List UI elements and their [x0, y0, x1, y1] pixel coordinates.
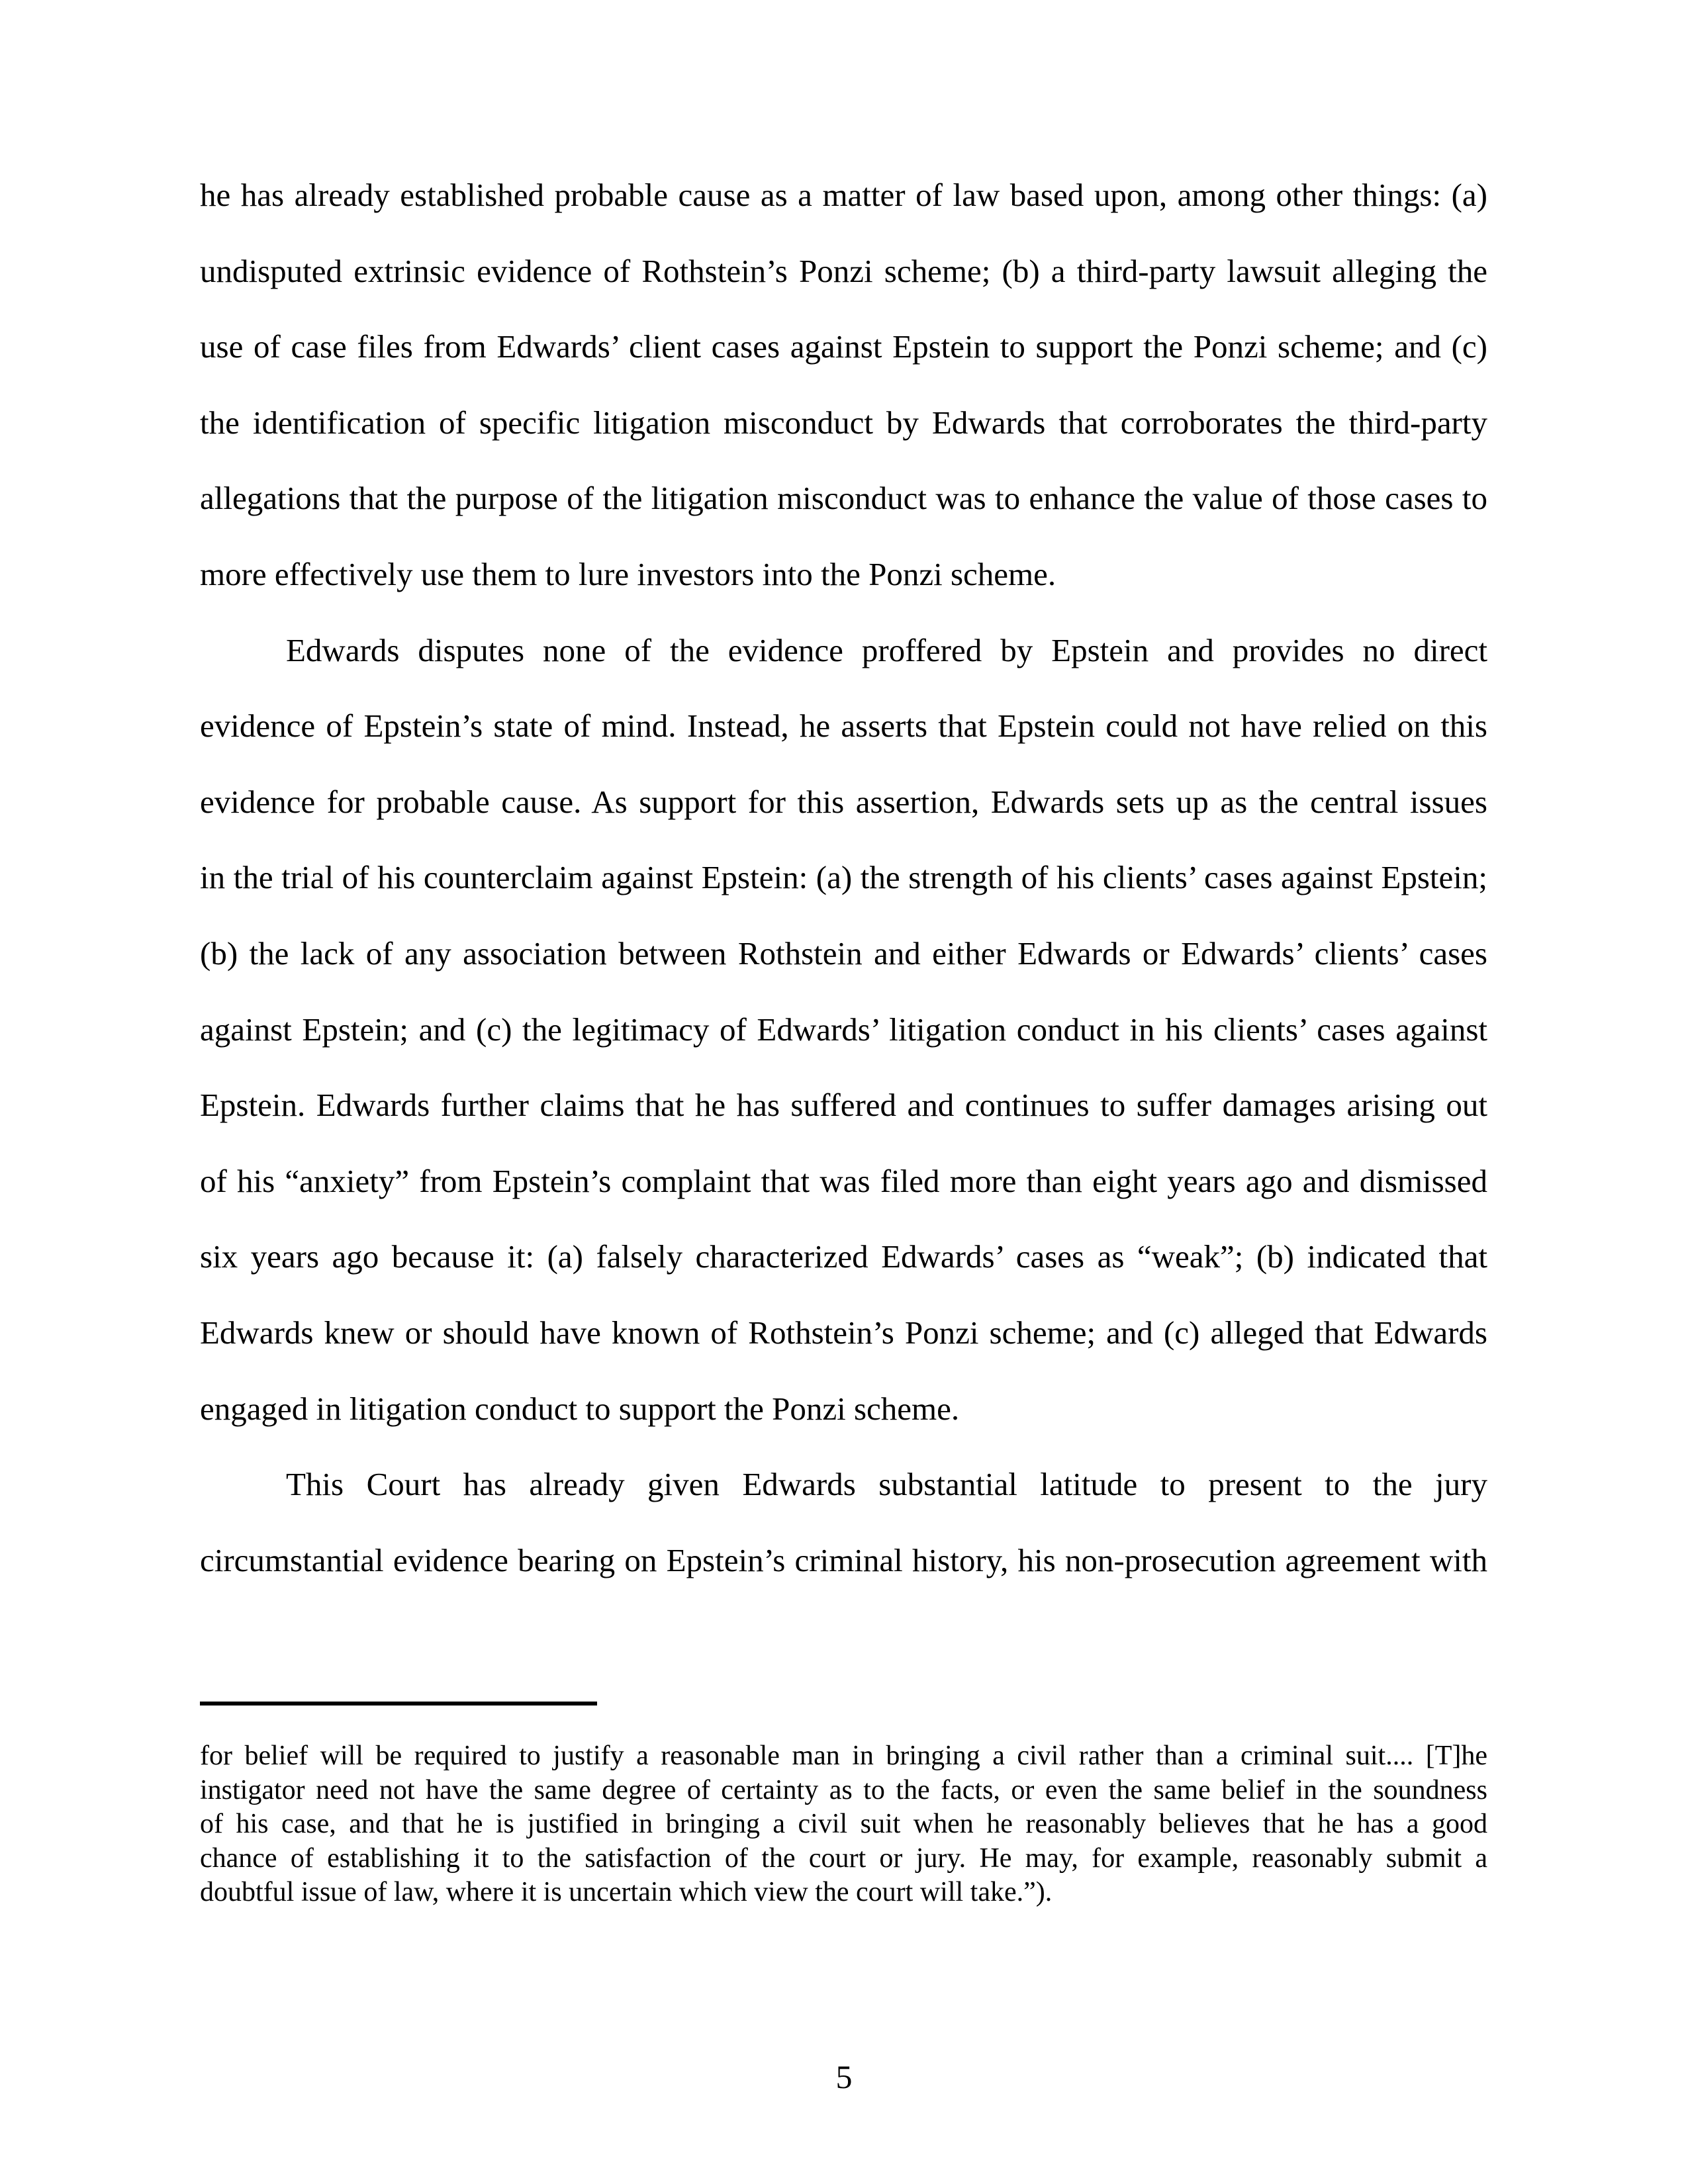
body-line: circumstantial evidence bearing on Epstein’s criminal history, his non-prosecution agreement with: [200, 1541, 1487, 1578]
footnote-line: chance of establishing it to the satisfaction of the court or jury. He may, for example, reasonably submit a: [200, 1843, 1487, 1874]
footnote-line: of his case, and that he is justified in bringing a civil suit when he reasonably believes that he has a good: [200, 1809, 1487, 1839]
footnote-line: for belief will be required to justify a reasonable man in bringing a civil rather than a criminal suit.... [T]he: [200, 1741, 1487, 1771]
body-line: allegations that the purpose of the litigation misconduct was to enhance the value of those cases to: [200, 480, 1487, 517]
body-line: the identification of specific litigation misconduct by Edwards that corroborates the third-party: [200, 404, 1487, 441]
paragraph: [200, 158, 1487, 613]
body-line: against Epstein; and (c) the legitimacy of Edwards’ litigation conduct in his clients’ cases against: [200, 1011, 1487, 1048]
paragraph: [200, 613, 1487, 1447]
body-line: in the trial of his counterclaim against Epstein: (a) the strength of his clients’ cases against Epstein;: [200, 859, 1487, 896]
body-line: Edwards disputes none of the evidence proffered by Epstein and provides no direct: [286, 631, 1487, 668]
page-number: 5: [835, 2058, 853, 2095]
body-line: use of case files from Edwards’ client cases against Epstein to support the Ponzi scheme; and (c): [200, 328, 1487, 365]
footnote-line: instigator need not have the same degree of certainty as to the facts, or even the same belief in the soundness: [200, 1774, 1487, 1805]
body-line: evidence of Epstein’s state of mind. Instead, he asserts that Epstein could not have relied on this: [200, 707, 1487, 745]
body-line: Epstein. Edwards further claims that he has suffered and continues to suffer damages arising out: [200, 1087, 1487, 1124]
body-line: he has already established probable cause as a matter of law based upon, among other things: (a): [200, 177, 1487, 213]
body-line: Edwards knew or should have known of Rothstein’s Ponzi scheme; and (c) alleged that Edwards: [200, 1314, 1487, 1351]
footnote-line: doubtful issue of law, where it is uncertain which view the court will take.”).: [200, 1877, 1053, 1907]
body-line: of his “anxiety” from Epstein’s complaint that was filed more than eight years ago and dismissed: [200, 1162, 1487, 1199]
footnote-separator: [200, 1702, 597, 1706]
paragraph: [200, 1447, 1487, 1598]
body-line: undisputed extrinsic evidence of Rothstein’s Ponzi scheme; (b) a third-party lawsuit alleging the: [200, 252, 1487, 289]
body-text: [200, 158, 1487, 1598]
footnote: [200, 1739, 1487, 1910]
body-line: (b) the lack of any association between Rothstein and either Edwards or Edwards’ clients’ cases: [200, 934, 1487, 972]
body-line: evidence for probable cause. As support for this assertion, Edwards sets up as the central issues: [200, 783, 1487, 820]
body-line: engaged in litigation conduct to support the Ponzi scheme.: [200, 1390, 960, 1427]
body-line: six years ago because it: (a) falsely characterized Edwards’ cases as “weak”; (b) indicated that: [200, 1238, 1487, 1275]
body-line: This Court has already given Edwards substantial latitude to present to the jury: [286, 1466, 1487, 1503]
body-line: more effectively use them to lure investors into the Ponzi scheme.: [200, 555, 1056, 592]
